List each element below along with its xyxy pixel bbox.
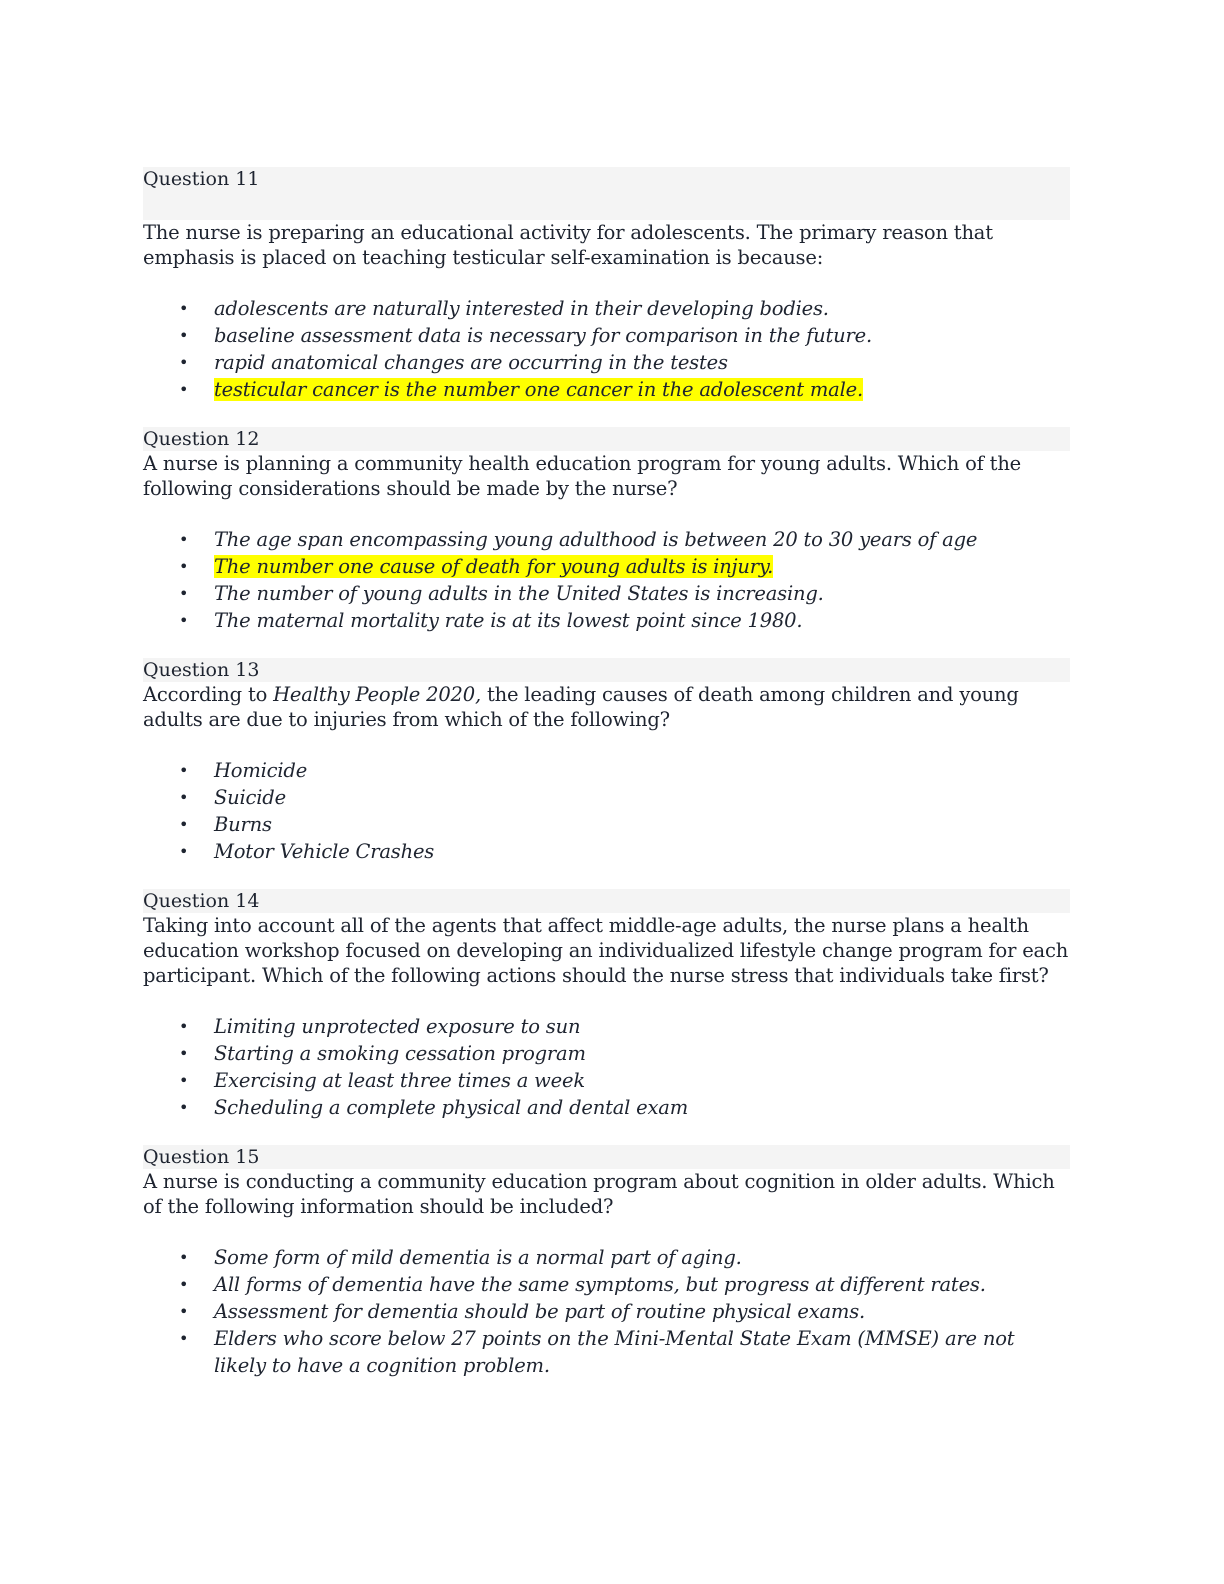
answer-options <box>143 1013 1070 1121</box>
bullet-icon: • <box>179 299 189 318</box>
bullet-icon: • <box>179 761 189 780</box>
answer-option <box>143 1094 1070 1121</box>
bullet-icon: • <box>179 1017 189 1036</box>
answer-option <box>143 295 1070 322</box>
option-text: rapid anatomical changes are occurring in the testes <box>214 351 728 374</box>
option-text: Assessment for dementia should be part of routine physical exams. <box>214 1300 866 1323</box>
bullet-icon: • <box>179 1302 189 1321</box>
answer-option <box>143 580 1070 607</box>
spacer <box>143 634 1070 658</box>
answer-option <box>143 1013 1070 1040</box>
answer-option <box>143 349 1070 376</box>
question-prompt: The nurse is preparing an educational activity for adolescents. The primary reason that emphasis is placed on teaching testicular self-examination is because: <box>143 221 993 269</box>
reference-title: Healthy People 2020, <box>273 683 481 706</box>
answer-option <box>143 553 1070 580</box>
question-prompt: A nurse is planning a community health education program for young adults. Which of the following considerations should be made by the nurse? <box>143 452 1022 500</box>
bullet-icon: • <box>179 1098 189 1117</box>
answer-option <box>143 1040 1070 1067</box>
answer-option <box>143 811 1070 838</box>
answer-option <box>143 784 1070 811</box>
question-11 <box>143 167 1070 403</box>
option-text: Scheduling a complete physical and dental exam <box>214 1096 689 1119</box>
bullet-icon: • <box>179 380 189 399</box>
answer-option <box>143 1325 1070 1379</box>
spacer <box>143 403 1070 427</box>
answer-options <box>143 757 1070 865</box>
option-text: baseline assessment data is necessary for comparison in the future. <box>214 324 872 347</box>
answer-option <box>143 376 1070 403</box>
bullet-icon: • <box>179 326 189 345</box>
question-14 <box>143 889 1070 1121</box>
question-header <box>143 167 1070 220</box>
bullet-icon: • <box>179 1275 189 1294</box>
answer-option <box>143 322 1070 349</box>
option-text: The maternal mortality rate is at its lowest point since 1980. <box>214 609 803 632</box>
question-15 <box>143 1145 1070 1379</box>
answer-options <box>143 526 1070 634</box>
bullet-icon: • <box>179 815 189 834</box>
option-text: Some form of mild dementia is a normal part of aging. <box>214 1246 742 1269</box>
bullet-icon: • <box>179 353 189 372</box>
bullet-icon: • <box>179 557 189 576</box>
highlighted-option-text: The number one cause of death for young adults is injury. <box>214 555 774 578</box>
question-label: Question 14 <box>143 890 260 912</box>
option-text: Motor Vehicle Crashes <box>214 840 435 863</box>
bullet-icon: • <box>179 1329 189 1348</box>
bullet-icon: • <box>179 611 189 630</box>
option-text: All forms of dementia have the same symptoms, but progress at different rates. <box>214 1273 986 1296</box>
question-prompt: Taking into account all of the agents that affect middle-age adults, the nurse plans a health education workshop focused on developing an individualized lifestyle change program for each participant. Which of the following actions should the nurse stress that individuals take first? <box>143 914 1069 987</box>
spacer <box>143 865 1070 889</box>
bullet-icon: • <box>179 788 189 807</box>
bullet-icon: • <box>179 842 189 861</box>
bullet-icon: • <box>179 1071 189 1090</box>
option-text: Burns <box>214 813 272 836</box>
bullet-icon: • <box>179 530 189 549</box>
option-text: Starting a smoking cessation program <box>214 1042 586 1065</box>
option-text: The age span encompassing young adulthood is between 20 to 30 years of age <box>214 528 978 551</box>
spacer <box>143 1121 1070 1145</box>
bullet-icon: • <box>179 584 189 603</box>
question-13 <box>143 658 1070 865</box>
answer-option <box>143 1271 1070 1298</box>
option-text: Exercising at least three times a week <box>214 1069 585 1092</box>
question-label: Question 12 <box>143 428 260 450</box>
question-prompt: A nurse is conducting a community education program about cognition in older adults. Which of the following information should be included? <box>143 1170 1055 1218</box>
option-text: adolescents are naturally interested in their developing bodies. <box>214 297 829 320</box>
prompt-text: According to <box>143 683 274 706</box>
answer-option <box>143 1067 1070 1094</box>
answer-option <box>143 1244 1070 1271</box>
question-12 <box>143 427 1070 634</box>
option-text: Homicide <box>214 759 308 782</box>
bullet-icon: • <box>179 1044 189 1063</box>
option-text: Suicide <box>214 786 286 809</box>
question-label: Question 13 <box>143 659 260 681</box>
option-text: Limiting unprotected exposure to sun <box>214 1015 581 1038</box>
question-label: Question 11 <box>143 168 260 190</box>
highlighted-option-text: testicular cancer is the number one cancer in the adolescent male. <box>214 378 863 401</box>
answer-option <box>143 838 1070 865</box>
question-prompt <box>143 682 1070 732</box>
document-page <box>143 167 1070 1379</box>
question-header <box>143 1145 1070 1169</box>
question-header <box>143 658 1070 682</box>
option-text: Elders who score below 27 points on the Mini-Mental State Exam (MMSE) are not likely to have a cognition problem. <box>214 1327 1015 1377</box>
answer-option <box>143 526 1070 553</box>
question-header <box>143 427 1070 451</box>
answer-options <box>143 1244 1070 1379</box>
prompt-text: the leading causes of death among children and young adults are due to injuries from which of the following? <box>143 683 1019 731</box>
answer-option <box>143 1298 1070 1325</box>
option-text: The number of young adults in the United States is increasing. <box>214 582 824 605</box>
answer-option <box>143 757 1070 784</box>
bullet-icon: • <box>179 1248 189 1267</box>
answer-option <box>143 607 1070 634</box>
answer-options <box>143 295 1070 403</box>
question-label: Question 15 <box>143 1146 260 1168</box>
question-header <box>143 889 1070 913</box>
